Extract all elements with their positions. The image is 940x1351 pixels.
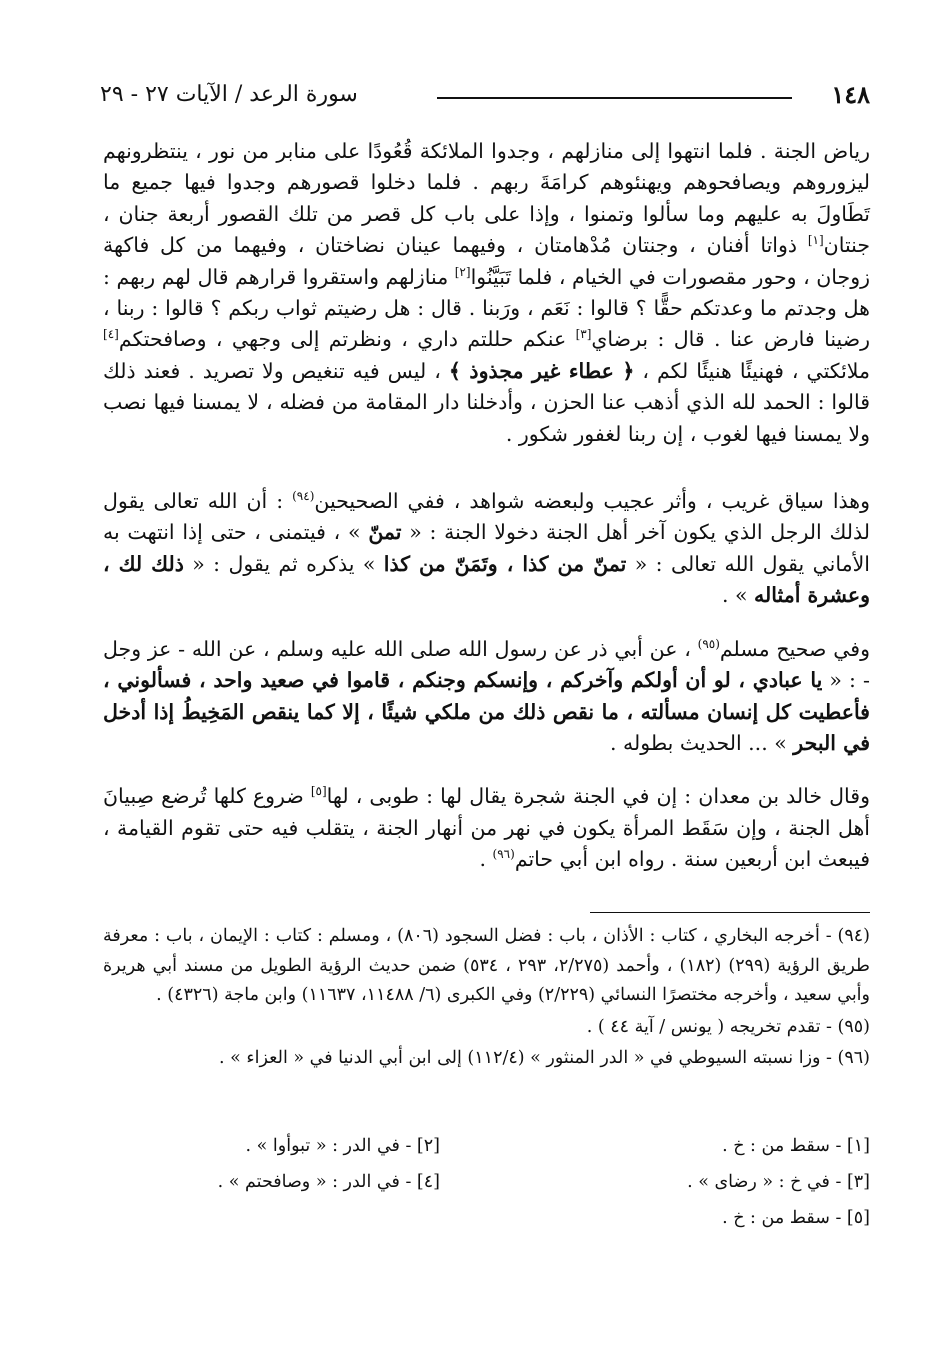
variant-notes bbox=[103, 1136, 870, 1244]
variant-ref: [٣] bbox=[575, 327, 592, 342]
variant-note: [١] - سقط من : خ . bbox=[722, 1136, 870, 1156]
footnote-ref: (٩٤) bbox=[292, 489, 315, 504]
text-run: » يذكره ثم يقول : « bbox=[183, 551, 384, 576]
running-title: سورة الرعد / الآيات ٢٧ - ٢٩ bbox=[100, 82, 358, 107]
hadith-quote: ذلك لك ، وعشرة أمثاله bbox=[103, 551, 870, 608]
footnotes bbox=[103, 922, 870, 1074]
quran-quote: ﴿ عطاء غير مجذوذ ﴾ bbox=[448, 358, 635, 383]
variant-row bbox=[103, 1136, 870, 1172]
text-run: » ، فيتمنى ، حتى إذا انتهت به الأماني يقول الله تعالى : « bbox=[103, 520, 871, 576]
text-run: منازلهم واستقروا قرارهم قال لهم ربهم : هل وجدتم ما وعدتكم حقًّا ؟ قالوا : نَعَم ، ورَبنا . قال : هل رضيتم ثواب ربكم ؟ قالوا : ربنا ، رضينا فارض عنا . قال : برضاي bbox=[103, 264, 870, 352]
footnote-ref: (٩٥) bbox=[697, 636, 720, 651]
variant-row bbox=[103, 1208, 870, 1244]
variant-note: [٥] - سقط من : خ . bbox=[722, 1208, 870, 1228]
header-rule bbox=[437, 97, 792, 99]
variant-ref: [٢] bbox=[454, 264, 471, 279]
text-run: ، عن أبي ذر عن رسول الله صلى الله عليه وسلم ، عن الله - عز وجل - : « bbox=[103, 636, 870, 693]
variant-note: [٣] - في خ : « رضاى » . bbox=[687, 1172, 870, 1192]
paragraph bbox=[103, 136, 870, 450]
text-run: وهذا سياق غريب ، وأثر عجيب ولبعضه شواهد ، ففي الصحيحين bbox=[314, 489, 870, 514]
text-run: ضروع كلها تُرضع صِبيانَ أهل الجنة ، وإن سَقَط المرأة يكون في نهر من أنهار الجنة ، يتقلب فيه حتى تقوم القيامة ، فيبعث ابن أربعين سنة . رواه ابن أبي حاتم bbox=[103, 784, 870, 872]
text-run: وفي صحيح مسلم bbox=[719, 636, 870, 661]
variant-ref: [١] bbox=[807, 233, 824, 248]
hadith-quote: تمنّ bbox=[368, 520, 402, 545]
footnote-ref: (٩٦) bbox=[492, 847, 515, 862]
text-run: . bbox=[479, 847, 493, 872]
main-text bbox=[103, 136, 870, 876]
paragraph bbox=[103, 486, 870, 612]
hadith-quote: يا عبادي ، لو أن أولكم وآخركم ، وإنسكم وجنكم ، قاموا في صعيد واحد ، فسألوني ، فأعطيت كل إنسان مسألته ، ما نقص ذلك من ملكي شيئًا ، إلا كما ينقص المَخِيطُ إذا أدخل في البحر bbox=[103, 668, 870, 755]
page-number: ١٤٨ bbox=[831, 80, 870, 109]
hadith-quote: تمنّ من كذا ، وتَمَنّ من كذا bbox=[383, 551, 627, 576]
variant-row bbox=[103, 1172, 870, 1208]
variant-ref: [٤] bbox=[103, 327, 119, 342]
paragraph bbox=[103, 781, 870, 875]
footnote: (٩٥) - تقدم تخريجه ( يونس / آية ٤٤ ) . bbox=[586, 1016, 870, 1037]
text-run: وقال خالد بن معدان : إن في الجنة شجرة يقال لها : طوبى ، لها bbox=[326, 784, 870, 809]
variant-note: [٤] - في الدر : « وصافحتم » . bbox=[217, 1172, 440, 1192]
text-run: : أن الله تعالى يقول لذلك الرجل الذي يكون آخر أهل الجنة دخولا الجنة : « bbox=[103, 489, 870, 545]
text-run: » . bbox=[721, 583, 755, 608]
text-run: رياض الجنة . فلما انتهوا إلى منازلهم ، وجدوا الملائكة قُعُودًا على منابر من نور ، ينتظرونهم ليزوروهم ويصافحوهم ويهنئوهم كرامَةَ ربهم . فلما دخلوا قصورهم وجدوا فيها جميع ما تَطَاولَ به عليهم وما سألوا وتمنوا ، وإذا على باب كل قصر من تلك القصور أربعة جنان ، جنتان bbox=[103, 139, 870, 258]
page-header bbox=[100, 78, 870, 118]
text-run: ذواتا أفنان ، وجنتان مُدْهامتان ، وفيهما عينان نضاختان ، وفيهما من كل فاكهة زوجان ، وحور مقصورات في الخيام ، فلما تَبَيَّنُوا bbox=[103, 233, 871, 289]
text-run: » ... الحديث بطوله . bbox=[609, 730, 794, 755]
paragraph bbox=[103, 634, 870, 760]
variant-ref: [٥] bbox=[310, 784, 327, 799]
footnote: (٩٤) - أخرجه البخاري ، كتاب : الأذان ، باب : فضل السجود (٨٠٦) ، ومسلم : كتاب : الإيمان ، باب : معرفة طريق الرؤية (٢٩٩) (١٨٢) ، وأحمد (٢/٢٧٥، ٢٩٣ ، ٥٣٤) ضمن حديث الرؤية الطويل من مسند أبي هريرة وأبي سعيد ، وأخرجه مختصرًا النسائي (٢/٢٢٩) وفي الكبرى (٦/ ١١٤٨٨، ١١٦٣٧) وابن ماجة (٤٣٢٦) . bbox=[103, 926, 870, 1005]
text-run: ملائكتي ، فهنيئًا هنيئًا لكم ، bbox=[634, 358, 870, 383]
footnote: (٩٦) - وزا نسبته السيوطي في « الدر المنثور » (١١٢/٤) إلى ابن أبي الدنيا في « العزاء » . bbox=[219, 1048, 870, 1068]
text-run: عنكم حللتم داري ، ونظرتم إلى وجهي ، وصافحتكم bbox=[118, 327, 576, 352]
footnote-rule bbox=[590, 912, 870, 913]
variant-note: [٢] - في الدر : « تبوأوا » . bbox=[245, 1136, 440, 1156]
text-run: ، ليس فيه تنغيص ولا تصريد . فعند ذلك قالوا : الحمد لله الذي أذهب عنا الحزن ، وأدخلنا دار المقامة من فضله ، لا يمسنا فيها نصب ولا يمسنا فيها لغوب ، إن ربنا لغفور شكور . bbox=[103, 358, 870, 446]
